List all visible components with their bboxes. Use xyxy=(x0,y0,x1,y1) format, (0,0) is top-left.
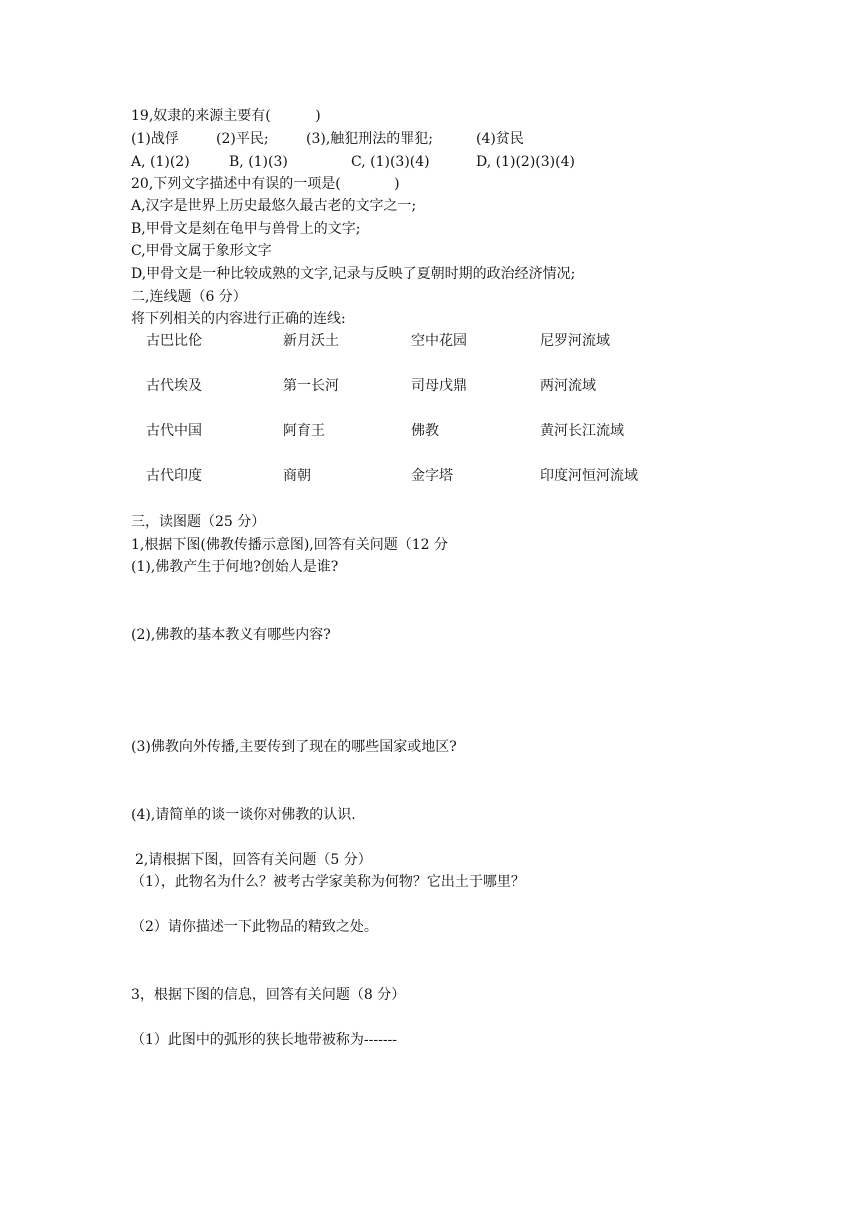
match-cell: 第一长河 xyxy=(283,378,339,394)
q19-source-2: (2)平民; xyxy=(216,131,269,147)
section-2-title: 二,连线题（6 分） xyxy=(131,289,247,305)
match-cell: 古代印度 xyxy=(146,468,202,484)
s3-q1-sub-2: (2),佛教的基本教义有哪些内容? xyxy=(131,627,331,643)
q20-choice-a: A,汉字是世界上历史最悠久最古老的文字之一; xyxy=(131,198,417,214)
s3-q1-sub-3: (3)佛教向外传播,主要传到了现在的哪些国家或地区? xyxy=(131,739,457,755)
match-cell: 新月沃土 xyxy=(283,333,339,349)
match-cell: 商朝 xyxy=(283,468,311,484)
s3-q2-sub-2: （2）请你描述一下此物品的精致之处。 xyxy=(131,919,378,935)
match-cell: 金字塔 xyxy=(411,468,453,484)
s3-q2-stem: 2,请根据下图，回答有关问题（5 分） xyxy=(135,852,372,868)
match-cell: 佛教 xyxy=(411,423,439,439)
match-cell: 印度河恒河流域 xyxy=(540,468,638,484)
match-cell: 黄河长江流域 xyxy=(540,423,624,439)
section-2-instruction: 将下列相关的内容进行正确的连线: xyxy=(131,311,346,327)
q19-choice-d: D, (1)(2)(3)(4) xyxy=(476,154,575,170)
section-3-title: 三，读图题（25 分） xyxy=(131,514,266,530)
match-cell: 司母戊鼎 xyxy=(411,378,467,394)
match-cell: 两河流域 xyxy=(540,378,596,394)
match-cell: 古代中国 xyxy=(146,423,202,439)
q20-choice-b: B,甲骨文是刻在龟甲与兽骨上的文字; xyxy=(131,221,361,237)
match-cell: 空中花园 xyxy=(411,333,467,349)
q20-choice-c: C,甲骨文属于象形文字 xyxy=(131,243,272,259)
s3-q2-sub-1: （1），此物名为什么？被考古学家美称为何物？它出土于哪里？ xyxy=(131,874,525,890)
q19-choice-c: C, (1)(3)(4) xyxy=(351,154,430,170)
match-cell: 尼罗河流域 xyxy=(540,333,610,349)
q19-choice-b: B, (1)(3) xyxy=(229,154,288,170)
match-cell: 古巴比伦 xyxy=(146,333,202,349)
match-cell: 古代埃及 xyxy=(146,378,202,394)
match-cell: 阿育王 xyxy=(283,423,325,439)
q19-choice-a: A, (1)(2) xyxy=(131,154,190,170)
s3-q3-stem: 3，根据下图的信息，回答有关问题（8 分） xyxy=(131,987,406,1003)
q19-source-3: (3),触犯刑法的罪犯; xyxy=(306,131,433,147)
question-19-stem: 19,奴隶的来源主要有( ) xyxy=(131,108,321,124)
s3-q1-stem: 1,根据下图(佛教传播示意图),回答有关问题（12 分 xyxy=(131,537,448,553)
q19-source-1: (1)战俘 xyxy=(131,131,179,147)
q19-source-4: (4)贫民 xyxy=(476,131,524,147)
q20-choice-d: D,甲骨文是一种比较成熟的文字,记录与反映了夏朝时期的政治经济情况; xyxy=(131,266,576,282)
s3-q3-sub-1: （1）此图中的弧形的狭长地带被称为------- xyxy=(131,1032,398,1048)
s3-q1-sub-1: (1),佛教产生于何地?创始人是谁? xyxy=(131,559,339,575)
s3-q1-sub-4: (4),请简单的谈一谈你对佛教的认识. xyxy=(131,807,356,823)
question-20-stem: 20,下列文字描述中有误的一项是( ) xyxy=(131,176,400,192)
